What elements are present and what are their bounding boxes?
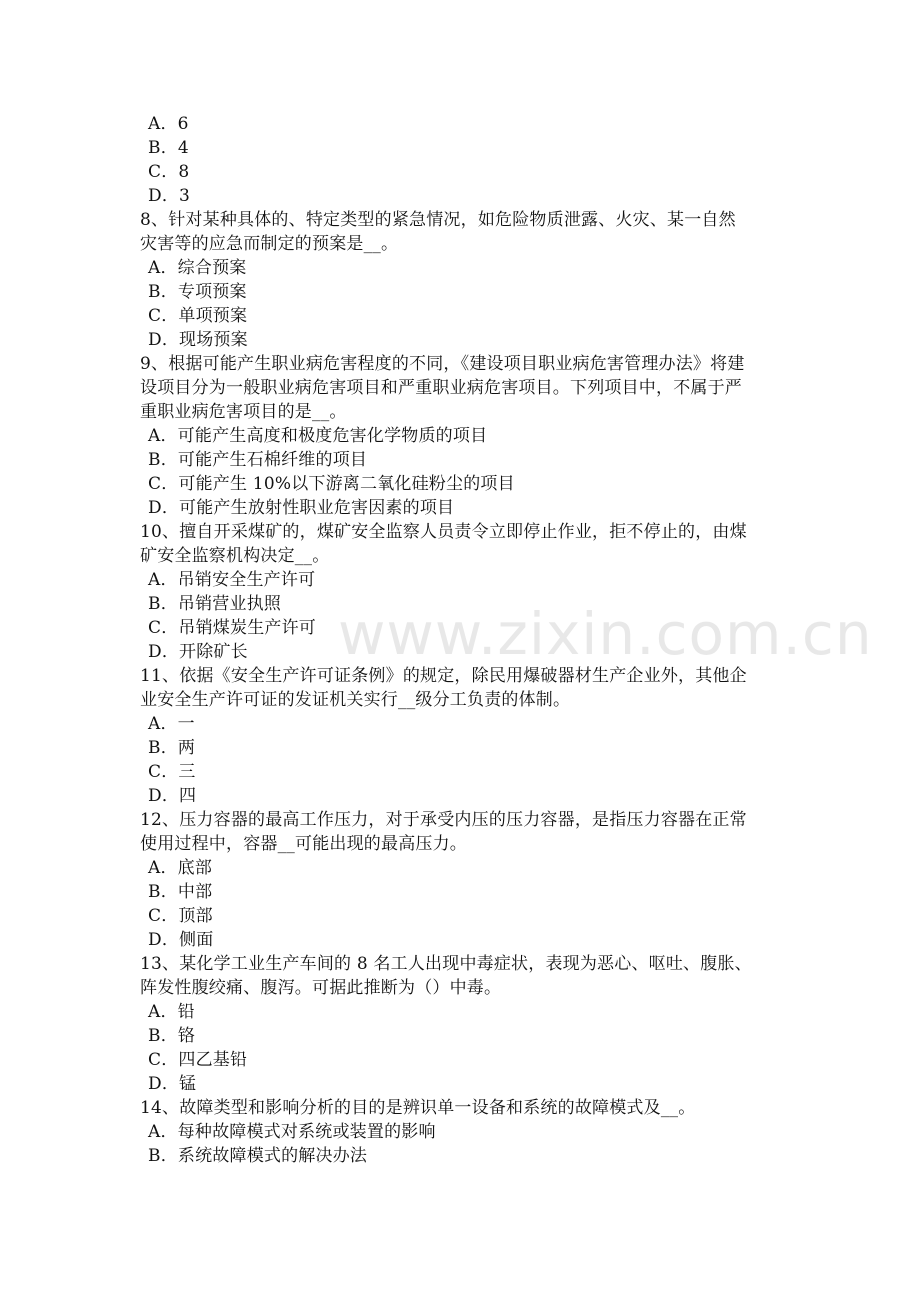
question-text-line: 重职业病危害项目的是__。: [140, 402, 347, 422]
question-10: [140, 520, 790, 664]
question-11: [140, 664, 790, 808]
option-c: C．8: [148, 162, 190, 182]
option-a: A．综合预案: [148, 258, 247, 278]
question-text-line: 阵发性腹绞痛、腹泻。可据此推断为（）中毒。: [140, 978, 502, 998]
option-b: B．专项预案: [148, 282, 247, 302]
question-text-line: 8、针对某种具体的、特定类型的紧急情况，如危险物质泄露、火灾、某一自然: [140, 210, 736, 230]
question-text-line: 灾害等的应急而制定的预案是__。: [140, 234, 399, 254]
option-d: D．开除矿长: [148, 642, 248, 662]
option-a: A．一: [148, 714, 195, 734]
question-text-line: 13、某化学工业生产车间的 8 名工人出现中毒症状，表现为恶心、呕吐、腹胀、: [140, 954, 752, 974]
question-7-options: [140, 112, 790, 208]
option-c: C．可能产生 10%以下游离二氧化硅粉尘的项目: [148, 474, 515, 494]
option-c: C．单项预案: [148, 306, 248, 326]
option-a: A．每种故障模式对系统或装置的影响: [148, 1122, 436, 1142]
option-c: C．四乙基铅: [148, 1050, 248, 1070]
option-c: C．三: [148, 762, 196, 782]
option-b: B．可能产生石棉纤维的项目: [148, 450, 368, 470]
option-a: A．可能产生高度和极度危害化学物质的项目: [148, 426, 488, 446]
question-12: [140, 808, 790, 952]
option-d: D．现场预案: [148, 330, 248, 350]
question-8: [140, 208, 790, 352]
question-9: [140, 352, 790, 520]
option-d: D．可能产生放射性职业危害因素的项目: [148, 498, 455, 518]
question-text-line: 10、擅自开采煤矿的，煤矿安全监察人员责令立即停止作业，拒不停止的，由煤: [140, 522, 747, 542]
question-text-line: 矿安全监察机构决定__。: [140, 546, 330, 566]
question-text-line: 11、依据《安全生产许可证条例》的规定，除民用爆破器材生产企业外，其他企: [140, 666, 747, 686]
option-c: C．顶部: [148, 906, 213, 926]
question-text-line: 设项目分为一般职业病危害项目和严重职业病危害项目。下列项目中，不属于严: [140, 378, 742, 398]
option-d: D．四: [148, 786, 197, 806]
option-b: B．铬: [148, 1026, 196, 1046]
question-text-line: 业安全生产许可证的发证机关实行__级分工负责的体制。: [140, 690, 571, 710]
exam-document: [140, 112, 790, 1168]
question-13: [140, 952, 790, 1096]
watermark: www.zixin.com.cn: [338, 600, 873, 668]
option-b: B．系统故障模式的解决办法: [148, 1146, 368, 1166]
option-a: A．底部: [148, 858, 213, 878]
option-b: B．吊销营业执照: [148, 594, 282, 614]
option-b: B．两: [148, 738, 196, 758]
option-a: A．6: [148, 114, 189, 134]
question-14: [140, 1096, 790, 1168]
question-text-line: 9、根据可能产生职业病危害程度的不同，《建设项目职业病危害管理办法》将建: [140, 354, 745, 374]
option-b: B．中部: [148, 882, 213, 902]
option-d: D．锰: [148, 1074, 197, 1094]
question-text-line: 12、压力容器的最高工作压力，对于承受内压的压力容器，是指压力容器在正常: [140, 810, 747, 830]
question-text-line: 使用过程中，容器__可能出现的最高压力。: [140, 834, 467, 854]
option-d: D．侧面: [148, 930, 214, 950]
question-text-line: 14、故障类型和影响分析的目的是辨识单一设备和系统的故障模式及__。: [140, 1098, 696, 1118]
option-c: C．吊销煤炭生产许可: [148, 618, 317, 638]
option-a: A．吊销安全生产许可: [148, 570, 316, 590]
option-d: D．3: [148, 186, 191, 206]
option-b: B．4: [148, 138, 189, 158]
option-a: A．铅: [148, 1002, 195, 1022]
